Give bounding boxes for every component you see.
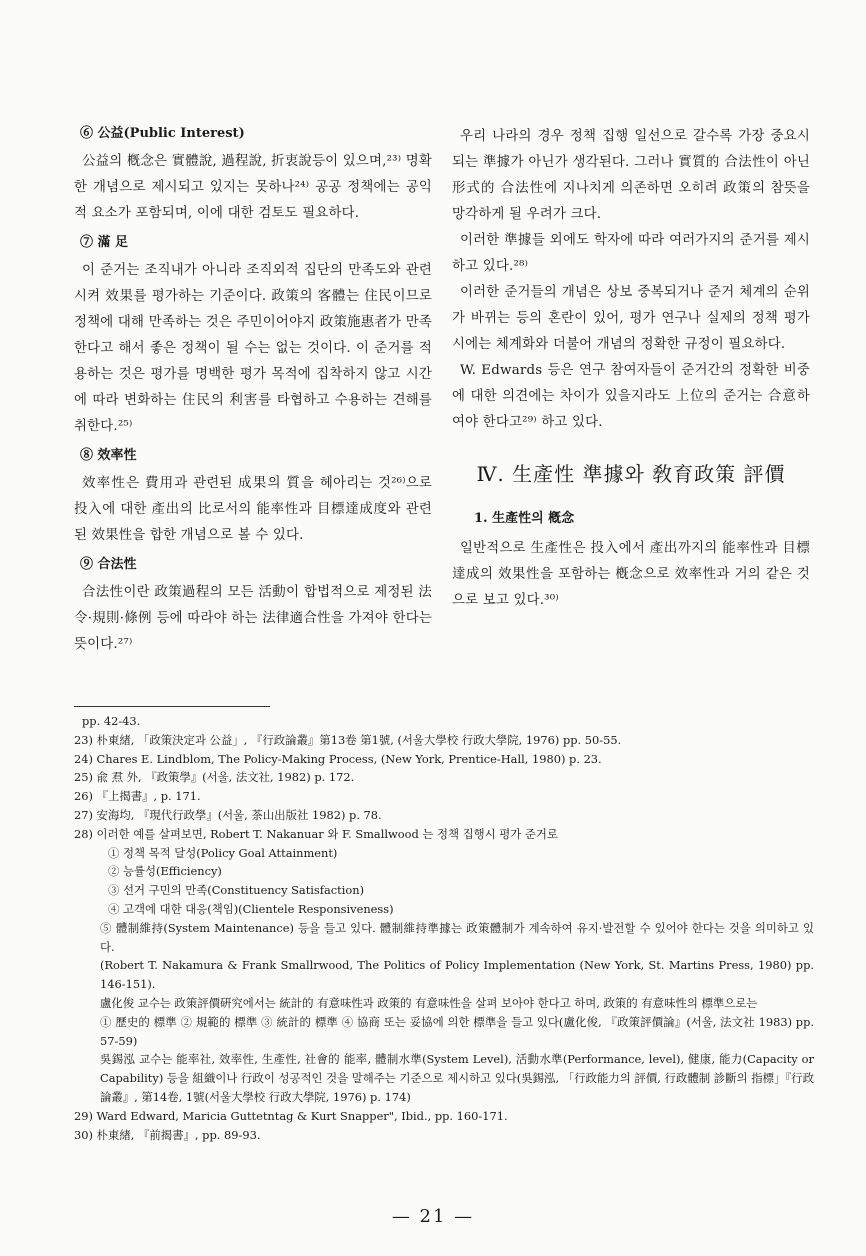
footnote-line: ① 정책 목적 달성(Policy Goal Attainment) (108, 845, 338, 860)
footnote-line: ② 능률성(Efficiency) (108, 864, 222, 879)
subsection-title: 1. 生產性의 槪念 (474, 511, 575, 526)
left-para-2: 이 준거는 조직내가 아니라 조직외적 집단의 만족도와 관련시켜 效果를 평가하는 기준이다. 政策의 客體는 住民이므로 정책에 대해 만족하는 것은 주민이어야지 政策施惠者가 만족한다고 해서 좋은 정책이 될 수는 없는 것이다. 이 준거를 적용하는 것은 평가를 명백한 평가 목적에 집착하지 않고 시간에 따라 변화하는 住民의 利害를 타협하고 수용하는 견해를 취한다.²⁵⁾ (74, 263, 432, 434)
footnote-line: 24) Chares E. Lindblom, The Policy-Making Process, (New York, Prentice-Hall, 1980) p. 23. (74, 751, 602, 766)
left-sec-1: ⑥ 公益(Public Interest) (80, 126, 245, 141)
right-column (452, 124, 810, 614)
left-para-3: 效率性은 費用과 관련된 成果의 質을 헤아리는 것²⁶⁾으로 投入에 대한 產出의 比로서의 能率性과 目標達成度와 관련된 效果性을 합한 개념으로 볼 수 있다. (74, 476, 432, 543)
footnote-line: 23) 朴東緖, 「政策決定과 公益」, 『行政論叢』第13卷 第1號, (서울大學校 行政大學院, 1976) pp. 50-55. (74, 732, 622, 747)
footnote-line: ⑤ 體制維持(System Maintenance) 등을 들고 있다. 體制維持準據는 政策體制가 계속하여 유지·발전할 수 있어야 한다는 것을 의미하고 있다. (100, 920, 814, 954)
footnote-line: 30) 朴東緖, 『前揭書』, pp. 89-93. (74, 1127, 261, 1142)
footnote-line: 26) 『上揭書』, p. 171. (74, 789, 201, 804)
footnote-line: pp. 42-43. (82, 714, 141, 728)
footnote-line: 吳錫泓 교수는 能率社, 效率性, 生產性, 社會的 能率, 體制水準(System Level), 活動水準(Performance, level), 健康, 能力(Capacity or Capability) 등을 組織이나 行政이 성공적인 것을 말해주는 기준으로 제시하고 있다(吳錫泓, 「行政能力의 評價, 行政體制 診斷의 指標」『行政論叢』, 第14卷, 1號(서울大學校 行政大學院, 1976) p. 174) (100, 1052, 814, 1104)
subsection-para: 일반적으로 生產性은 投入에서 產出까지의 能率性과 目標達成의 效果性을 포함하는 槪念으로 效率性과 거의 같은 것으로 보고 있다.³⁰⁾ (452, 541, 810, 608)
footnotes (74, 712, 814, 1144)
footnote-line: ③ 선거 구민의 만족(Constituency Satisfaction) (108, 883, 365, 898)
footnote-line: 盧化俊 교수는 政策評價硏究에서는 統計的 有意味性과 政策的 有意味性을 살펴 보아야 한다고 하며, 政策的 有意味性의 標準으로는 (100, 995, 758, 1010)
left-sec-4: ⑨ 合法性 (80, 557, 137, 572)
footnote-line: (Robert T. Nakamura & Frank Smallrwood, The Politics of Policy Implementation (New York, St. Martins Press, 1980) pp. 146-151). (100, 958, 814, 992)
left-sec-2: ⑦ 滿 足 (80, 235, 129, 250)
chapter-title: Ⅳ. 生產性 準據와 敎育政策 評價 (476, 462, 786, 486)
right-para-1: 우리 나라의 경우 정책 집행 일선으로 갈수록 가장 중요시되는 準據가 아닌가 생각된다. 그러나 實質的 合法性이 아닌 形式的 合法性에 지나치게 의존하면 오히려 政策의 참뜻을 망각하게 될 우려가 크다. (452, 129, 810, 222)
footnote-line: 28) 이러한 예를 살펴보면, Robert T. Nakanuar 와 F. Smallwood 는 정책 집행시 평가 준거로 (74, 826, 558, 841)
footnote-rule (74, 706, 270, 707)
right-para-4: W. Edwards 등은 연구 참여자들이 준거간의 정확한 비중에 대한 의견에는 차이가 있을지라도 上位의 준거는 合意하여야 한다고²⁹⁾ 하고 있다. (452, 363, 810, 430)
page-number: — 21 — (391, 1206, 475, 1227)
left-sec-3: ⑧ 效率性 (80, 448, 137, 463)
right-para-2: 이러한 準據들 외에도 학자에 따라 여러가지의 준거를 제시하고 있다.²⁸⁾ (452, 233, 810, 274)
left-para-1: 公益의 槪念은 實體說, 過程說, 折衷說등이 있으며,²³⁾ 명확한 개념으로 제시되고 있지는 못하나²⁴⁾ 공공 정책에는 공익적 요소가 포함되며, 이에 대한 검토도 필요하다. (74, 154, 432, 221)
footnote-line: 25) 兪 焄 外, 『政策學』(서울, 法文社, 1982) p. 172. (74, 770, 355, 785)
right-para-3: 이러한 준거들의 개념은 상보 중복되거나 준거 체계의 순위가 바뀌는 등의 혼란이 있어, 평가 연구나 실제의 정책 평가시에는 체계화와 더불어 개념의 정확한 규정이 필요하다. (452, 285, 810, 352)
footnote-line: 29) Ward Edward, Maricia Guttetntag & Kurt Snapper", Ibid., pp. 160-171. (74, 1108, 508, 1123)
left-column (74, 124, 432, 658)
footnote-line: ① 歷史的 標準 ② 規範的 標準 ③ 統計的 標準 ④ 協商 또는 妥協에 의한 標準을 들고 있다(盧化俊, 『政策評價論』(서울, 法文社 1983) pp. 57-59) (100, 1014, 814, 1048)
footnote-line: 27) 安海均, 『現代行政學』(서울, 茶山出版社 1982) p. 78. (74, 807, 382, 822)
footnote-line: ④ 고객에 대한 대응(책임)(Clientele Responsiveness) (108, 901, 394, 916)
left-para-4: 合法性이란 政策過程의 모든 活動이 합법적으로 제정된 法令·規則·條例 등에 따라야 하는 法律適合性을 가져야 한다는 뜻이다.²⁷⁾ (74, 585, 432, 652)
